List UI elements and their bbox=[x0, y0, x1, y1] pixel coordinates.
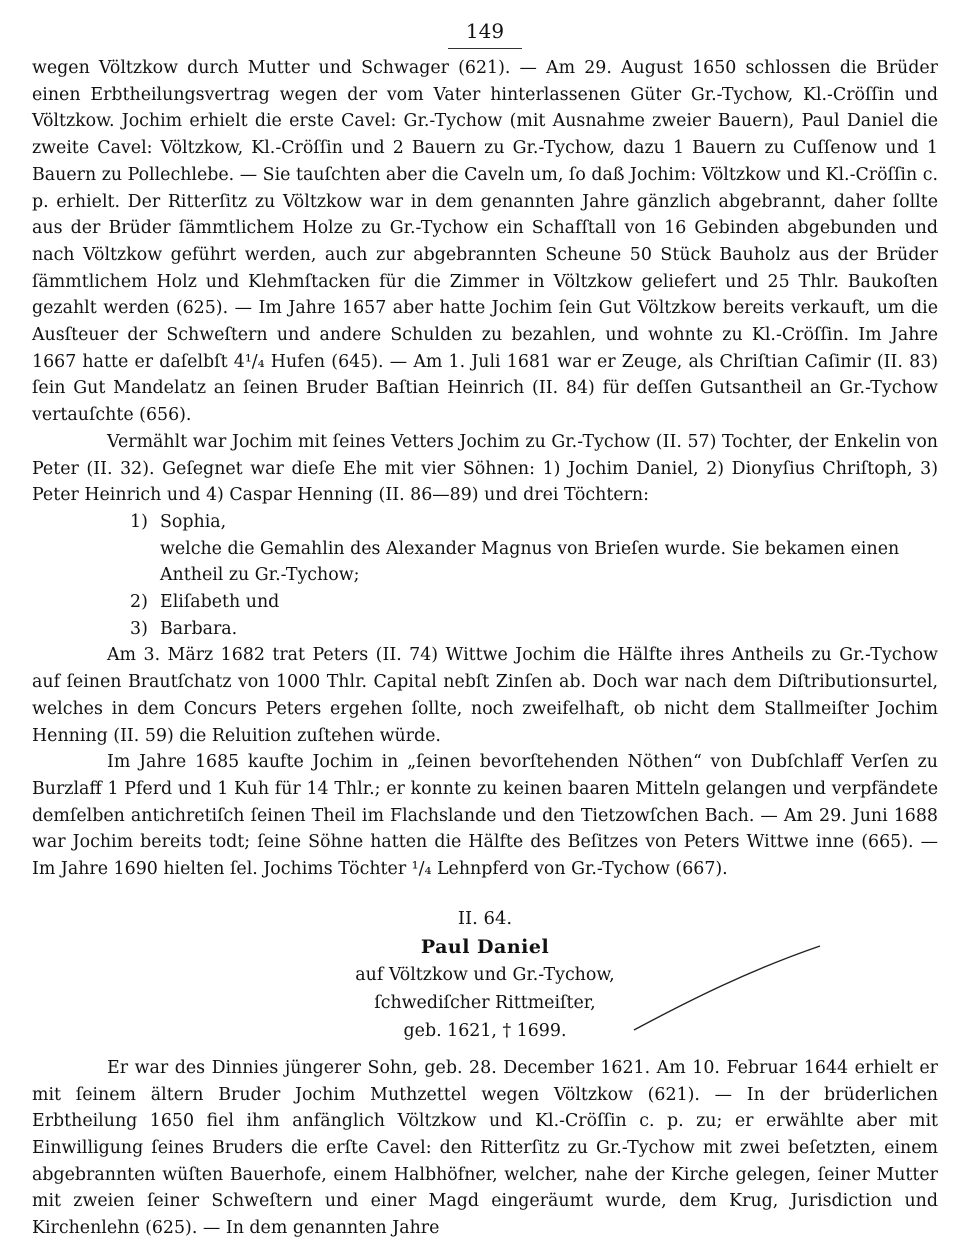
section-subtitle-1: auf Völtzkow und Gr.-Tychow, bbox=[355, 964, 615, 985]
paragraph-2: Vermählt war Jochim mit ſeines Vetters Jochim zu Gr.-Tychow (II. 57) Tochter, der Enkelin von Peter (II. 32). Geſegnet war dieſe Ehe mit vier Söhnen: 1) Jochim Daniel, 2) Dionyſius Chriſtoph, 3) Peter Heinrich und 4) Caspar Henning (II. 86—89) und drei Töchtern: bbox=[32, 431, 938, 506]
pen-stroke bbox=[630, 940, 830, 1035]
list-item: 2) Eliſabeth und bbox=[130, 592, 280, 613]
page-number: 149 bbox=[32, 18, 938, 49]
section-subtitle-2: ſchwediſcher Rittmeiſter, bbox=[374, 992, 596, 1013]
paragraph-3: Am 3. März 1682 trat Peters (II. 74) Wittwe Jochim die Hälfte ihres Antheils zu Gr.-Tychow auf ſeinen Brautſchatz von 1000 Thlr. Capital nebſt Zinſen ab. Doch war nach dem Diſtributionsurtel, welches in dem Concurs Peters ergehen ſollte, noch zweifelhaft, ob nicht dem Stallmeiſter Jochim Henning (II. 59) die Reluition zuſtehen würde. bbox=[32, 645, 938, 746]
daughters-list bbox=[32, 509, 938, 643]
section-code: II. 64. bbox=[457, 907, 513, 929]
paragraph-4: Im Jahre 1685 kaufte Jochim in „ſeinen bevorſtehenden Nöthen“ von Dubſchlaff Verſen zu Burzlaff 1 Pferd und 1 Kuh für 14 Thlr.; er konnte zu keinen baaren Mitteln gelangen und verpfändete demſelben antichretiſch ſeinen Theil im Flachslande und den Tietzowſchen Bach. — Am 29. Juni 1688 war Jochim bereits todt; ſeine Söhne hatten die Hälfte des Beſitzes von Peters Wittwe inne (665). — Im Jahre 1690 hielten ſel. Jochims Töchter ¹/₄ Lehnpferd von Gr.-Tychow (667). bbox=[32, 752, 938, 880]
document-page bbox=[32, 18, 938, 1242]
section-dates: geb. 1621, † 1699. bbox=[403, 1020, 567, 1041]
list-item: 1) Sophia, welche die Gemahlin des Alexander Magnus von Brieſen wurde. Sie bekamen einen Antheil zu Gr.-Tychow; bbox=[130, 511, 900, 586]
list-item: 3) Barbara. bbox=[130, 618, 238, 639]
paragraph-5: Er war des Dinnies jüngerer Sohn, geb. 28. December 1621. Am 10. Februar 1644 erhielt er mit ſeinem ältern Bruder Jochim Muthzettel wegen Völtzkow (621). — In der brüderlichen Erbtheilung 1650 fiel ihm anfänglich Völtzkow und Kl.-Cröſſin c. p. zu; er erwählte aber mit Einwilligung ſeines Bruders die erſte Cavel: den Ritterſitz zu Gr.-Tychow mit zwei beſetzten, einem abgebrannten wüſten Bauerhofe, einem Halbhöfner, welcher, nahe der Kirche gelegen, ſeiner Mutter mit zweien ſeiner Schweſtern und einer Magd eingeräumt wurde, dem Krug, Jurisdiction und Kirchenlehn (625). — In dem genannten Jahre bbox=[32, 1057, 938, 1239]
paragraph-1: wegen Völtzkow durch Mutter und Schwager (621). — Am 29. August 1650 schlossen die Brüder einen Erbtheilungsvertrag wegen der vom Vater hinterlassenen Güter Gr.-Tychow, Kl.-Cröſſin und Völtzkow. Jochim erhielt die erste Cavel: Gr.-Tychow (mit Ausnahme zweier Bauern), Paul Daniel die zweite Cavel: Völtzkow, Kl.-Cröſſin und 2 Bauern zu Gr.-Tychow, dazu 1 Bauern zu Cuſſenow und 1 Bauern zu Pollechlebe. — Sie tauſchten aber die Caveln um, ſo daß Jochim: Völtzkow und Kl.-Cröſſin c. p. erhielt. Der Ritterſitz zu Völtzkow war in dem genannten Jahre gänzlich abgebrannt, daher ſollte aus der Brüder ſämmtlichem Holze zu Gr.-Tychow ein Schafſtall von 16 Gebinden abgebunden und nach Völtzkow geführt werden, auch zur abgebrannten Scheune 50 Stück Bauholz aus der Brüder ſämmtlichem Holz und Klehmſtacken für die Zimmer in Völtzkow geliefert und 25 Thlr. Baukoſten gezahlt werden (625). — Im Jahre 1657 aber hatte Jochim ſein Gut Völtzkow bereits verkauft, um die Ausſteuer der Schweſtern und andere Schulden zu bezahlen, und wohnte zu Kl.-Cröſſin. Im Jahre 1667 hatte er daſelbſt 4¹/₄ Hufen (645). — Am 1. Juli 1681 war er Zeuge, als Chriſtian Caſimir (II. 83) ſein Gut Mandelatz an ſeinen Bruder Baſtian Heinrich (II. 84) für deſſen Gutsantheil an Gr.-Tychow vertauſchte (656). bbox=[32, 58, 938, 426]
section-name: Paul Daniel bbox=[420, 935, 550, 958]
